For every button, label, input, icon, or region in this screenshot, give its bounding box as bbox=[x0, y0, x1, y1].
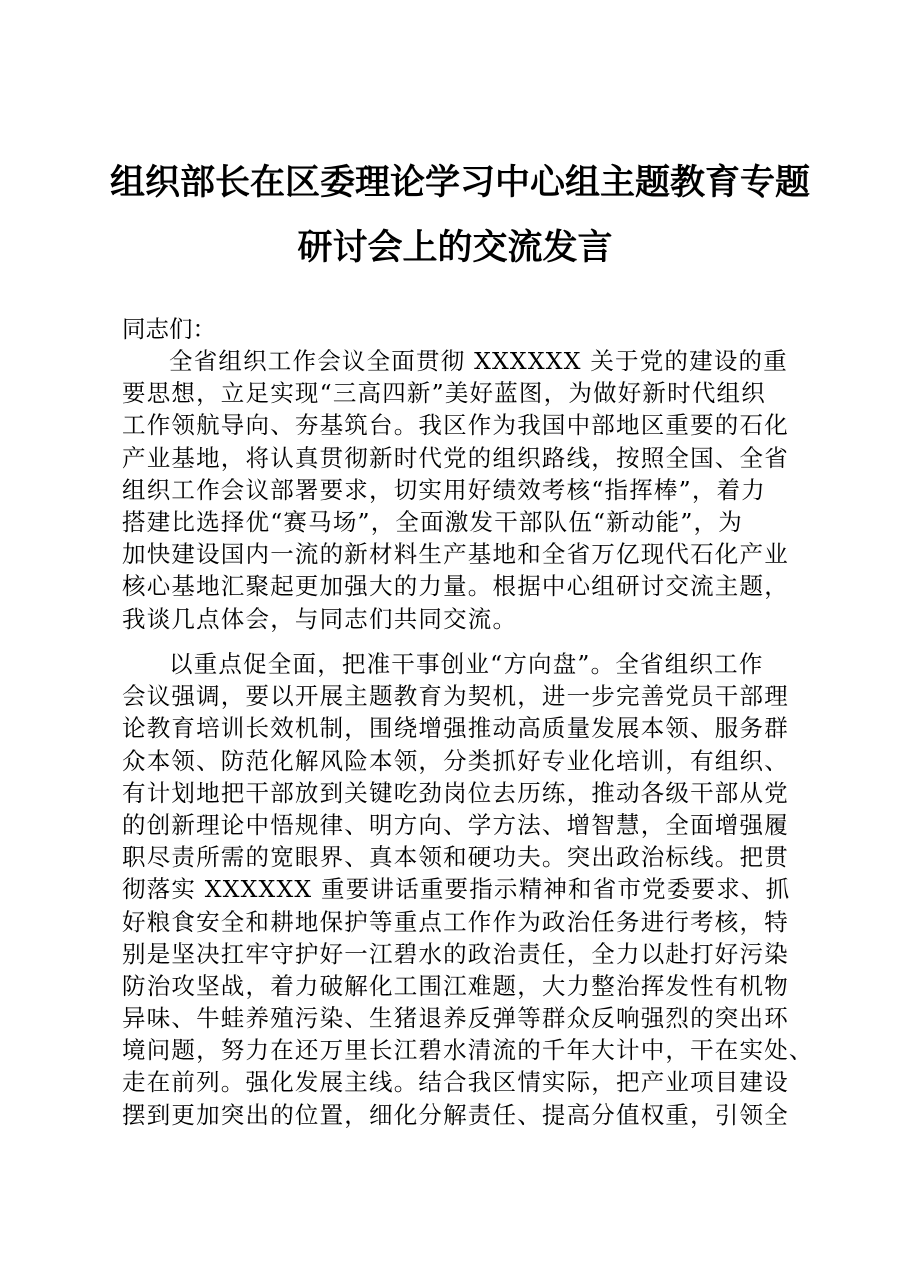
paragraph-1-line: 核心基地汇聚起更加强大的力量。根据中心组研讨交流主题， bbox=[122, 572, 789, 601]
paragraph-2-line: 众本领、防范化解风险本领，分类抓好专业化培训，有组织、 bbox=[122, 746, 789, 775]
paragraph-1-line: 搭建比选择优“赛马场”，全面激发干部队伍“新动能”，为 bbox=[122, 507, 743, 536]
paragraph-2-line: 会议强调，要以开展主题教育为契机，进一步完善党员干部理 bbox=[122, 682, 789, 711]
paragraph-2-line: 摆到更加突出的位置，细化分解责任、提高分值权重，引领全 bbox=[122, 1100, 789, 1129]
paragraph-2-line: 走在前列。强化发展主线。结合我区情实际，把产业项目建设 bbox=[122, 1068, 789, 1097]
paragraph-1 bbox=[122, 345, 802, 635]
paragraph-1-line: 加快建设国内一流的新材料生产基地和全省万亿现代石化产业 bbox=[122, 540, 789, 569]
paragraph-2-line: 防治攻坚战，着力破解化工围江难题，大力整治挥发性有机物 bbox=[122, 971, 789, 1000]
paragraph-2-line: 有计划地把干部放到关键吃劲岗位去历练，推动各级干部从党 bbox=[122, 778, 789, 807]
document-title-line-1: 组织部长在区委理论学习中心组主题教育专题 bbox=[110, 162, 811, 203]
paragraph-1-line: 组织工作会议部署要求，切实用好绩效考核“指挥棒”，着力 bbox=[122, 475, 766, 504]
paragraph-2-line: 的创新理论中悟规律、明方向、学方法、增智慧，全面增强履 bbox=[122, 810, 789, 839]
paragraph-2-line: 论教育培训长效机制，围绕增强推动高质量发展本领、服务群 bbox=[122, 714, 789, 743]
salutation: 同志们： bbox=[122, 315, 216, 343]
paragraph-1-line: 产业基地，将认真贯彻新时代党的组织路线，按照全国、全省 bbox=[122, 443, 789, 472]
paragraph-1-line: 全省组织工作会议全面贯彻 XXXXXX 关于党的建设的重 bbox=[169, 347, 788, 375]
paragraph-1-line: 我谈几点体会，与同志们共同交流。 bbox=[122, 604, 518, 633]
paragraph-2-line: 彻落实 XXXXXX 重要讲话重要指示精神和省市党委要求、抓 bbox=[122, 875, 791, 904]
paragraph-2-line: 异味、牛蛙养殖污染、生猪退养反弹等群众反响强烈的突出环 bbox=[122, 1004, 789, 1033]
paragraph-2-line: 境问题，努力在还万里长江碧水清流的千年大计中，干在实处、 bbox=[122, 1036, 814, 1065]
paragraph-1-line: 要思想，立足实现“三高四新”美好蓝图，为做好新时代组织 bbox=[122, 379, 766, 408]
paragraph-2-line: 职尽责所需的宽眼界、真本领和硬功夫。突出政治标线。把贯 bbox=[122, 843, 789, 872]
document-title-line-2: 研讨会上的交流发言 bbox=[297, 227, 613, 268]
paragraph-2-line: 别是坚决扛牢守护好一江碧水的政治责任，全力以赴打好污染 bbox=[122, 939, 789, 968]
paragraph-2-line: 以重点促全面，把准干事创业“方向盘”。全省组织工作 bbox=[169, 650, 764, 678]
paragraph-2 bbox=[122, 648, 814, 1131]
paragraph-1-line: 工作领航导向、夯基筑台。我区作为我国中部地区重要的石化 bbox=[122, 411, 789, 440]
paragraph-2-line: 好粮食安全和耕地保护等重点工作作为政治任务进行考核，特 bbox=[122, 907, 789, 936]
